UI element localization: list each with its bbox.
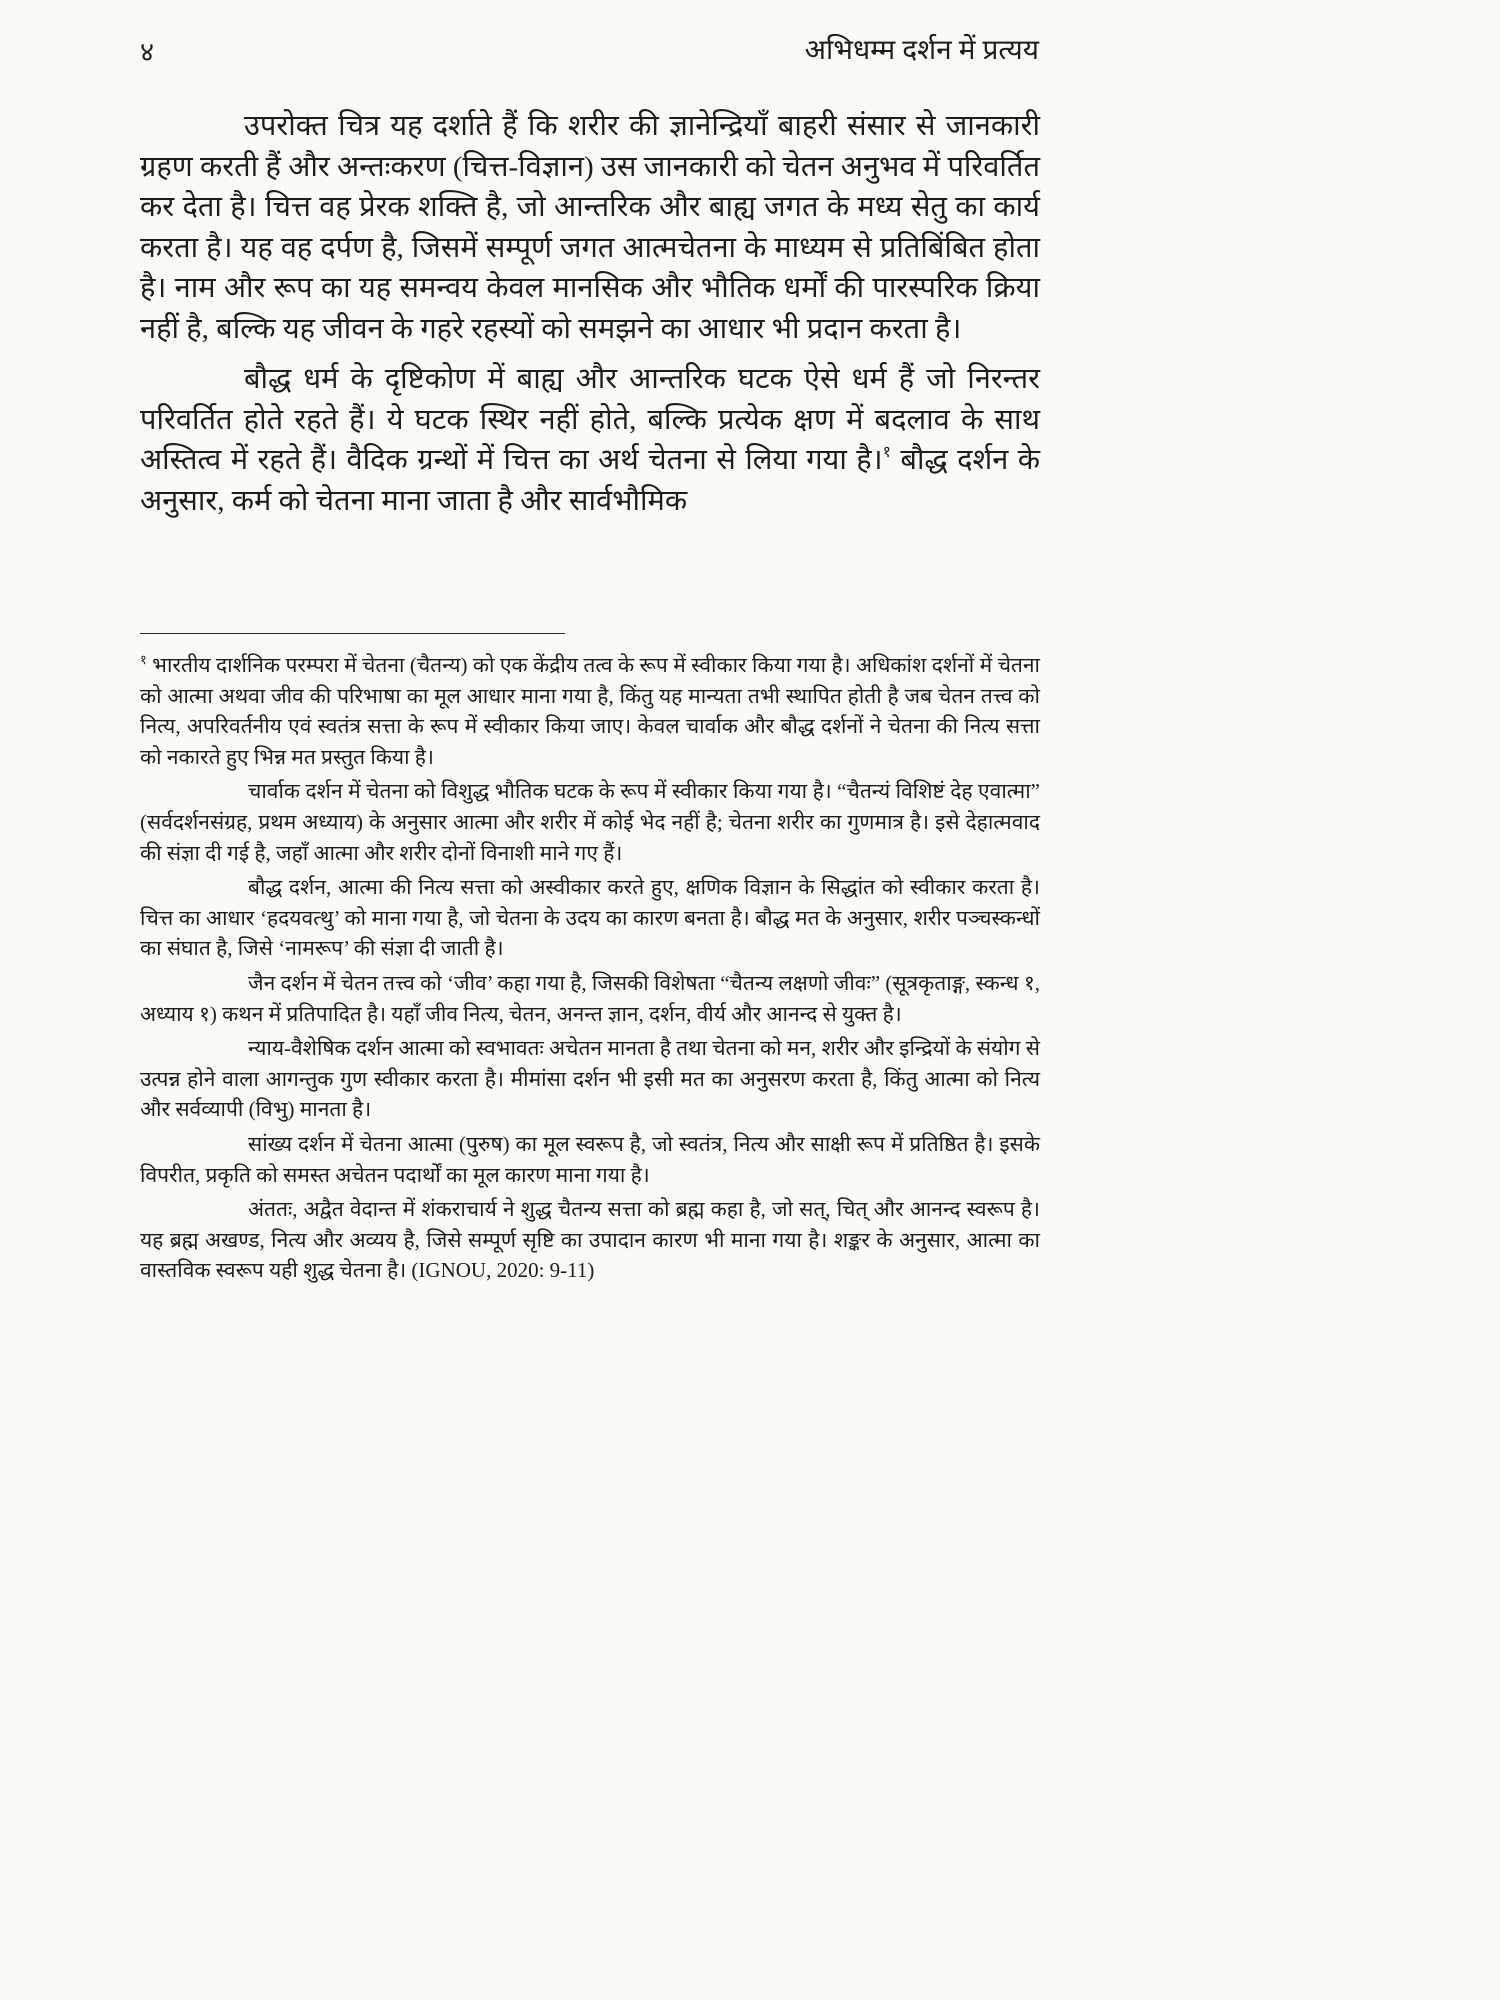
- running-title: अभिधम्म दर्शन में प्रत्यय: [804, 35, 1039, 66]
- footnote-separator: [140, 633, 565, 634]
- body-paragraph: उपरोक्त चित्र यह दर्शाते हैं कि शरीर की ज्ञानेन्द्रियाँ बाहरी संसार से जानकारी ग्रहण करती हैं और अन्तःकरण (चित्त-विज्ञान) उस जानकारी को चेतन अनुभव में परिवर्तित कर देता है। चित्त वह प्रेरक शक्ति है, जो आन्तरिक और बाह्य जगत के मध्य सेतु का कार्य करता है। यह वह दर्पण है, जिसमें सम्पूर्ण जगत आत्मचेतना के माध्यम से प्रतिबिंबित होता है। नाम और रूप का यह समन्वय केवल मानसिक और भौतिक धर्मों की पारस्परिक क्रिया नहीं है, बल्कि यह जीवन के गहरे रहस्यों को समझने का आधार भी प्रदान करता है।: [140, 110, 1040, 345]
- footnotes: [140, 650, 1040, 1290]
- footnote-paragraph: चार्वाक दर्शन में चेतना को विशुद्ध भौतिक घटक के रूप में स्वीकार किया गया है। “चैतन्यं विशिष्टं देह एवात्मा” (सर्वदर्शनसंग्रह, प्रथम अध्याय) के अनुसार आत्मा और शरीर में कोई भेद नहीं है; चेतना शरीर का गुणमात्र है। इसे देहात्मवाद की संज्ञा दी गई है, जहाँ आत्मा और शरीर दोनों विनाशी माने गए हैं।: [140, 779, 1040, 865]
- footnote-paragraph: न्याय-वैशेषिक दर्शन आत्मा को स्वभावतः अचेतन मानता है तथा चेतना को मन, शरीर और इन्द्रियों के संयोग से उत्पन्न होने वाला आगन्तुक गुण स्वीकार करता है। मीमांसा दर्शन भी इसी मत का अनुसरण करता है, किंतु आत्मा को नित्य और सर्वव्यापी (विभु) मानता है।: [140, 1036, 1040, 1122]
- body-text-span: बौद्ध दर्शन के अनुसार, कर्म को चेतना माना जाता है और सार्वभौमिक: [140, 444, 1040, 517]
- footnote-paragraph: बौद्ध दर्शन, आत्मा की नित्य सत्ता को अस्वीकार करते हुए, क्षणिक विज्ञान के सिद्धांत को स्वीकार करता है। चित्त का आधार ‘हदयवत्थु’ को माना गया है, जो चेतना के उदय का कारण बनता है। बौद्ध मत के अनुसार, शरीर पञ्चस्कन्धों का संघात है, जिसे ‘नामरूप’ की संज्ञा दी जाती है।: [140, 875, 1040, 961]
- main-text: [140, 106, 1040, 531]
- footnote-marker: १: [140, 652, 147, 667]
- footnote-paragraph: [140, 650, 1040, 772]
- body-paragraph: [140, 359, 1040, 521]
- footnote-paragraph: अंततः, अद्वैत वेदान्त में शंकराचार्य ने शुद्ध चैतन्य सत्ता को ब्रह्म कहा है, जो सत्, चित् और आनन्द स्वरूप है। यह ब्रह्म अखण्ड, नित्य और अव्यय है, जिसे सम्पूर्ण सृष्टि का उपादान कारण भी माना गया है। शङ्कर के अनुसार, आत्मा का वास्तविक स्वरूप यही शुद्ध चेतना है। (IGNOU, 2020: 9-11): [140, 1197, 1040, 1283]
- page-number: ४: [140, 37, 155, 67]
- footnote-reference: १: [882, 444, 891, 461]
- footnote-paragraph: सांख्य दर्शन में चेतना आत्मा (पुरुष) का मूल स्वरूप है, जो स्वतंत्र, नित्य और साक्षी रूप में प्रतिष्ठित है। इसके विपरीत, प्रकृति को समस्त अचेतन पदार्थों का मूल कारण माना गया है।: [140, 1131, 1040, 1187]
- body-text-span: बौद्ध धर्म के दृष्टिकोण में बाह्य और आन्तरिक घटक ऐसे धर्म हैं जो निरन्तर परिवर्तित होते रहते हैं। ये घटक स्थिर नहीं होते, बल्कि प्रत्येक क्षण में बदलाव के साथ अस्तित्व में रहते हैं। वैदिक ग्रन्थों में चित्त का अर्थ चेतना से लिया गया है।: [140, 363, 1040, 476]
- footnote-paragraph: जैन दर्शन में चेतन तत्त्व को ‘जीव’ कहा गया है, जिसकी विशेषता “चैतन्य लक्षणो जीवः” (सूत्रकृताङ्ग, स्कन्ध १, अध्याय १) कथन में प्रतिपादित है। यहाँ जीव नित्य, चेतन, अनन्त ज्ञान, दर्शन, वीर्य और आनन्द से युक्त है।: [140, 970, 1040, 1026]
- footnote-text: भारतीय दार्शनिक परम्परा में चेतना (चैतन्य) को एक केंद्रीय तत्व के रूप में स्वीकार किया गया है। अधिकांश दर्शनों में चेतना को आत्मा अथवा जीव की परिभाषा का मूल आधार माना गया है, किंतु यह मान्यता तभी स्थापित होती है जब चेतन तत्त्व को नित्य, अपरिवर्तनीय एवं स्वतंत्र सत्ता के रूप में स्वीकार किया जाए। केवल चार्वाक और बौद्ध दर्शनों ने चेतना की नित्य सत्ता को नकारते हुए भिन्न मत प्रस्तुत किया है।: [140, 653, 1040, 769]
